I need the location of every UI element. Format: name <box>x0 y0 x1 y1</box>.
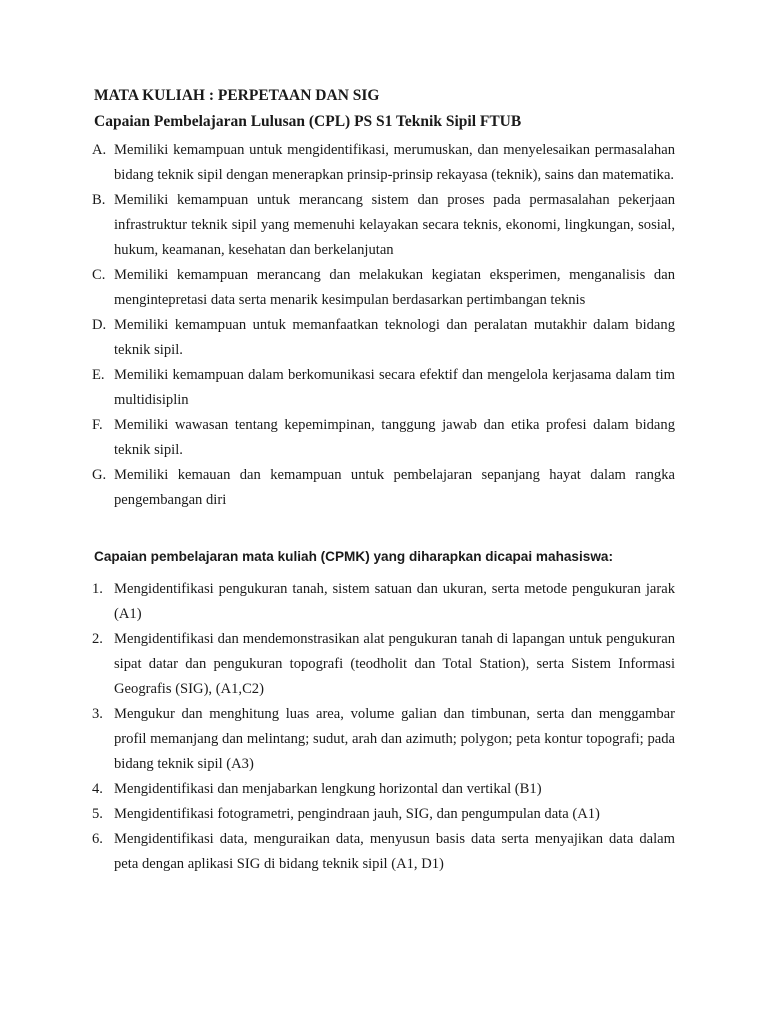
cpl-item-f <box>94 413 675 463</box>
cpl-item-d <box>94 313 675 363</box>
list-item-text: Mengidentifikasi data, menguraikan data, menyusun basis data serta menyajikan data dalam peta dengan aplikasi SIG di bidang teknik sipil (A1, D1) <box>114 831 675 872</box>
list-marker: 3. <box>92 706 103 722</box>
document-content <box>94 86 675 877</box>
list-item-text: Memiliki kemampuan untuk merancang sistem dan proses pada permasalahan pekerjaan infrastruktur teknik sipil yang memenuhi kelayakan secara teknis, ekonomi, lingkungan, sosial, hukum, keamanan, kesehatan dan berkelanjutan <box>114 192 675 258</box>
list-marker: 1. <box>92 581 103 597</box>
list-item-text: Mengidentifikasi dan menjabarkan lengkung horizontal dan vertikal (B1) <box>114 781 542 797</box>
list-marker: G. <box>92 467 107 483</box>
cpl-list <box>94 138 675 513</box>
list-item-text: Memiliki kemampuan dalam berkomunikasi secara efektif dan mengelola kerjasama dalam tim multidisiplin <box>114 367 675 408</box>
cpl-heading: Capaian Pembelajaran Lulusan (CPL) PS S1 Teknik Sipil FTUB <box>94 113 522 130</box>
list-marker: 2. <box>92 631 103 647</box>
course-title: MATA KULIAH : PERPETAAN DAN SIG <box>94 87 380 104</box>
cpl-item-a <box>94 138 675 188</box>
list-item-text: Mengidentifikasi pengukuran tanah, sistem satuan dan ukuran, serta metode pengukuran jarak (A1) <box>114 581 675 622</box>
cpmk-heading: Capaian pembelajaran mata kuliah (CPMK) yang diharapkan dicapai mahasiswa: <box>94 549 613 564</box>
list-item-text: Mengidentifikasi fotogrametri, pengindraan jauh, SIG, dan pengumpulan data (A1) <box>114 806 600 822</box>
list-marker: 6. <box>92 831 103 847</box>
list-item-text: Mengukur dan menghitung luas area, volume galian dan timbunan, serta dan menggambar profil memanjang dan melintang; sudut, arah dan azimuth; polygon; peta kontur topografi; pada bidang teknik sipil (A3) <box>114 706 675 772</box>
list-item-text: Memiliki wawasan tentang kepemimpinan, tanggung jawab dan etika profesi dalam bidang teknik sipil. <box>114 417 675 458</box>
cpl-item-c <box>94 263 675 313</box>
list-marker: 4. <box>92 781 103 797</box>
list-marker: 5. <box>92 806 103 822</box>
cpmk-item-4 <box>94 777 675 802</box>
cpmk-item-1 <box>94 577 675 627</box>
list-marker: A. <box>92 142 107 158</box>
list-item-text: Memiliki kemampuan merancang dan melakukan kegiatan eksperimen, menganalisis dan mengintepretasi data serta menarik kesimpulan berdasarkan pertimbangan teknis <box>114 267 675 308</box>
list-marker: D. <box>92 317 107 333</box>
list-marker: E. <box>92 367 105 383</box>
list-item-text: Mengidentifikasi dan mendemonstrasikan alat pengukuran tanah di lapangan untuk pengukuran sipat datar dan pengukuran topografi (teodholit dan Total Station), serta Sistem Informasi Geografis (SIG), (A1,C2) <box>114 631 675 697</box>
list-marker: C. <box>92 267 106 283</box>
cpmk-item-6 <box>94 827 675 877</box>
cpl-item-e <box>94 363 675 413</box>
cpmk-list <box>94 577 675 877</box>
cpmk-item-2 <box>94 627 675 702</box>
list-marker: B. <box>92 192 106 208</box>
cpl-item-b <box>94 188 675 263</box>
list-item-text: Memiliki kemampuan untuk memanfaatkan teknologi dan peralatan mutakhir dalam bidang teknik sipil. <box>114 317 675 358</box>
cpl-item-g <box>94 463 675 513</box>
cpmk-item-5 <box>94 802 675 827</box>
list-item-text: Memiliki kemampuan untuk mengidentifikasi, merumuskan, dan menyelesaikan permasalahan bidang teknik sipil dengan menerapkan prinsip-prinsip rekayasa (teknik), sains dan matematika. <box>114 142 675 183</box>
list-marker: F. <box>92 417 103 433</box>
list-item-text: Memiliki kemauan dan kemampuan untuk pembelajaran sepanjang hayat dalam rangka pengembangan diri <box>114 467 675 508</box>
cpmk-item-3 <box>94 702 675 777</box>
